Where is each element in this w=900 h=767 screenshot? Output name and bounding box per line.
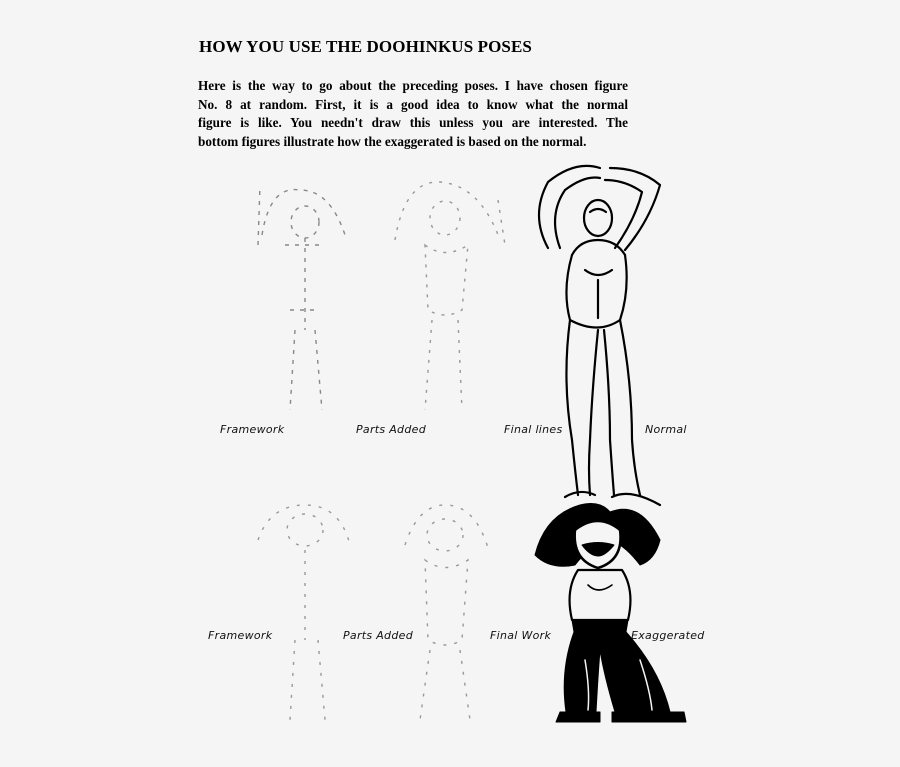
exaggerated-figure [535,504,686,722]
caption-framework-top: Framework [220,423,285,436]
caption-final-lines-top: Final lines [504,423,563,436]
intro-line: No. 8 at random. First, it is a good idea to know what the normal [198,96,628,112]
caption-parts-added-top: Parts Added [356,423,426,436]
caption-framework-bottom: Framework [208,629,273,642]
intro-line: Here is the way to go about the preceding poses. I have chosen figure [198,78,628,93]
parts-added-figure-bottom [405,505,488,720]
caption-exaggerated-bottom: Exaggerated [631,629,705,642]
framework-figure-bottom [258,505,350,720]
framework-figure-top [258,185,345,410]
caption-final-work-bottom: Final Work [490,629,552,642]
parts-added-figure-top [395,182,505,410]
caption-normal-top: Normal [645,423,687,436]
intro-line: figure is like. You needn't draw this unless you are interested. The [198,115,628,130]
caption-parts-added-bottom: Parts Added [343,629,413,642]
page-title: HOW YOU USE THE DOOHINKUS POSES [199,37,532,56]
intro-line: bottom figures illustrate how the exaggerated is based on the normal. [198,133,587,149]
normal-figure [539,166,660,505]
